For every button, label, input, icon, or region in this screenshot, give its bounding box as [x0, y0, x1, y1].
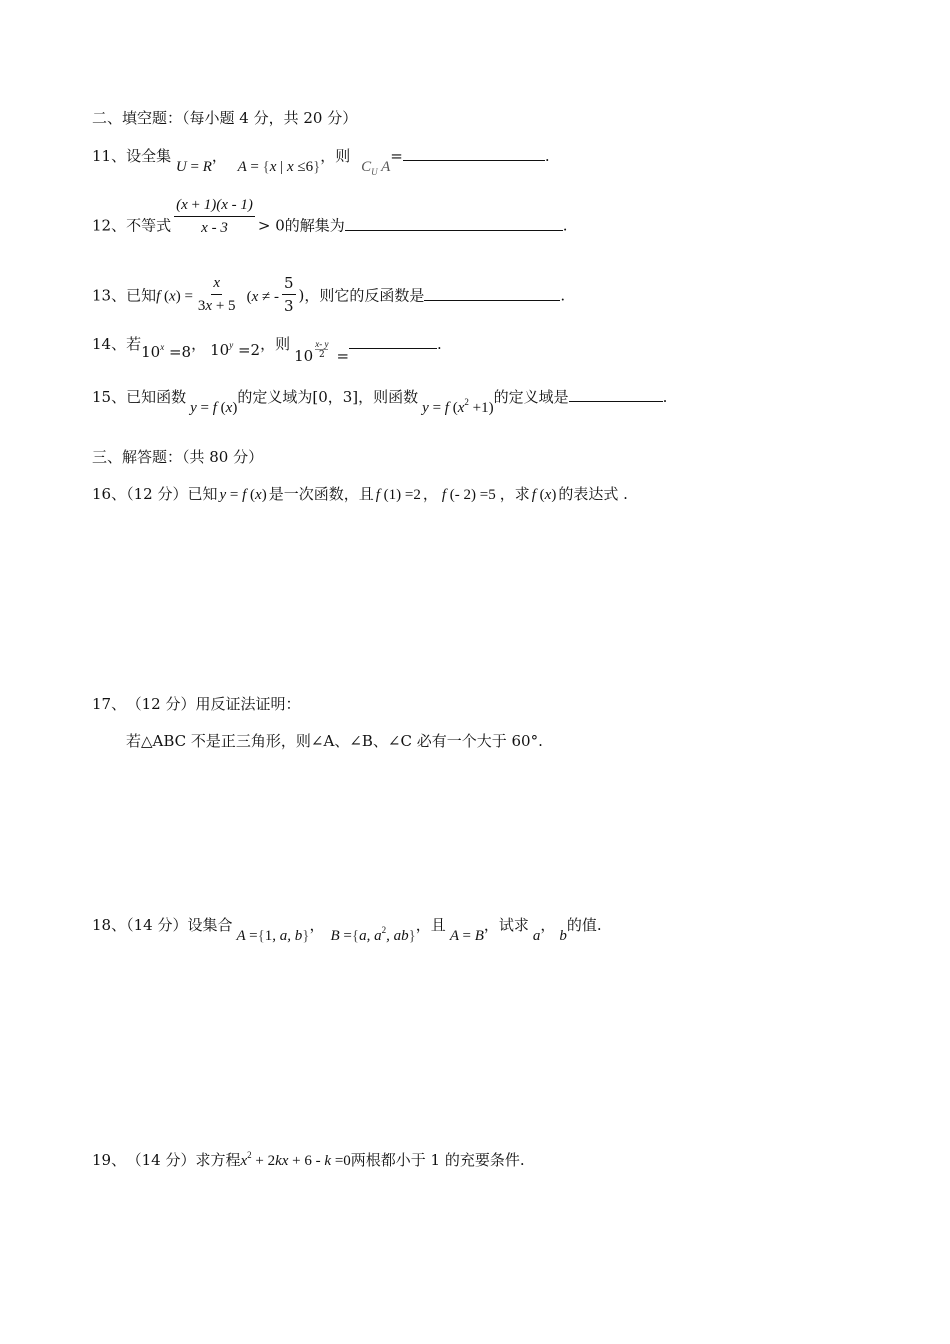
question-14: 14、若$10^x =8$， $10^y =2$，则10 $\frac{x- y}{2}$ =. — [92, 335, 442, 365]
fraction: $\frac{5}{3}$ — [283, 274, 294, 315]
formula: (x ≠ - — [246, 288, 279, 305]
formula: b — [559, 928, 567, 944]
formula: B ={a, $a^2$, ab} — [330, 925, 416, 944]
question-number: 11、 — [92, 147, 127, 165]
section3-heading: 三、解答题：（共 80 分） — [92, 448, 264, 466]
question-17: 17、 （12 分）用反证法证明： — [92, 695, 301, 713]
question-number: 18、 — [92, 916, 127, 934]
formula: ) — [298, 286, 305, 305]
formula: f (x) = — [156, 288, 193, 305]
answer-blank[interactable] — [569, 387, 663, 402]
formula: U = R — [175, 159, 212, 175]
question-11: 11、设全集 U = R， A = {x | x ≤6}，则 $C_U$ A= . — [92, 147, 550, 177]
question-17-statement: 若△ABC 不是正三角形，则∠A、∠B、∠C 必有一个大于 60°. — [126, 732, 543, 750]
question-number: 12、 — [92, 216, 127, 235]
question-12: 12、不等式 $\frac{(x + 1)(x - 1)}{x - 3}$ > 0的解集为 . — [92, 197, 568, 236]
answer-blank[interactable] — [349, 334, 437, 349]
formula: 10 $\frac{x- y}{2}$ — [294, 339, 329, 365]
formula: f (x) — [531, 487, 557, 503]
formula: y = f (x) — [219, 487, 267, 503]
formula: A = B — [449, 928, 484, 944]
formula: $10^x =8$ — [141, 342, 192, 361]
fraction: $\frac{(x + 1)(x - 1)}{x - 3}$ — [176, 197, 253, 236]
question-number: 17、 — [92, 695, 127, 713]
formula: a — [532, 928, 541, 944]
question-19: 19、 （14 分）求方程$x^2 + 2kx + 6 - k =0$两根都小于 1 的充要条件. — [92, 1150, 525, 1169]
formula: f (1) =2 — [375, 487, 421, 503]
formula: y = f (x) — [190, 400, 238, 416]
formula: $10^y =2$ — [210, 340, 261, 359]
formula: > 0 — [257, 216, 285, 235]
question-15: 15、已知函数y = f (x)的定义域为[0，3]，则函数y = f $(x^2 +1)$的定义域是 . — [92, 388, 668, 416]
question-number: 14、 — [92, 335, 127, 353]
question-13: 13、已知f (x) = $\frac{x}{3x + 5}$ (x ≠ - $\frac{5}{3}$ )，则它的反函数是 . — [92, 274, 566, 315]
question-number: 19、 — [92, 1151, 127, 1169]
formula: f (- 2) =5 — [441, 487, 496, 503]
formula: A ={1, a, b} — [236, 928, 310, 944]
question-16: 16、（12 分）已知 y = f (x) 是一次函数，且 f (1) =2 ， f (- 2) =5 ，求 f (x) 的表达式 . — [92, 485, 628, 503]
formula: $C_U$ A — [361, 159, 391, 177]
answer-blank[interactable] — [345, 216, 563, 231]
question-18: 18、（14 分）设集合A ={1, a, b}，B ={a, $a^2$, ab}，且A = B，试求a，b的值. — [92, 916, 602, 944]
answer-blank[interactable] — [403, 146, 545, 161]
formula: y = f $(x^2 +1)$ — [422, 397, 494, 416]
formula: A = {x | x ≤6} — [237, 159, 321, 175]
question-number: 13、 — [92, 286, 127, 305]
answer-blank[interactable] — [424, 286, 560, 301]
question-number: 15、 — [92, 388, 127, 406]
formula: = — [336, 347, 350, 365]
question-number: 16、 — [92, 485, 127, 503]
formula: $x^2 + 2kx + 6 - k =0$ — [240, 1150, 351, 1169]
section2-heading: 二、填空题：（每小题 4 分，共 20 分） — [92, 109, 358, 127]
fraction: $\frac{x}{3x + 5}$ — [197, 275, 236, 314]
